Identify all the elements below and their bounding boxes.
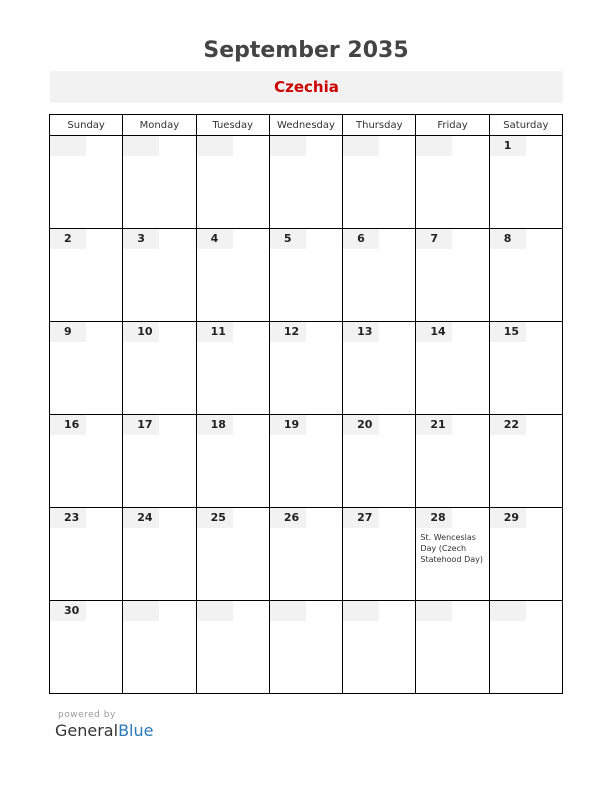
day-number: 16 [50, 415, 86, 435]
day-number: 5 [270, 229, 306, 249]
empty-day-tab [343, 601, 379, 621]
day-cell[interactable] [416, 508, 489, 601]
day-cell[interactable] [196, 322, 269, 415]
day-number: 30 [50, 601, 86, 621]
calendar-body [50, 136, 563, 694]
day-number: 4 [197, 229, 233, 249]
day-cell[interactable] [196, 601, 269, 694]
day-number: 28 [416, 508, 452, 528]
day-cell[interactable] [269, 229, 342, 322]
empty-day-tab [50, 136, 86, 156]
day-cell[interactable] [269, 415, 342, 508]
country-name: Czechia [274, 78, 339, 96]
weekday-thursday: Thursday [343, 115, 416, 136]
weekday-saturday: Saturday [489, 115, 562, 136]
day-cell[interactable] [123, 601, 196, 694]
week-row [50, 322, 563, 415]
day-cell[interactable] [196, 415, 269, 508]
day-number: 14 [416, 322, 452, 342]
day-number: 2 [50, 229, 86, 249]
week-row [50, 508, 563, 601]
day-number: 19 [270, 415, 306, 435]
day-cell[interactable] [269, 601, 342, 694]
empty-day-tab [197, 601, 233, 621]
empty-day-tab [343, 136, 379, 156]
day-cell[interactable] [416, 415, 489, 508]
day-number: 27 [343, 508, 379, 528]
empty-day-tab [490, 601, 526, 621]
weekday-header-row [50, 115, 563, 136]
day-cell[interactable] [416, 601, 489, 694]
weekday-wednesday: Wednesday [269, 115, 342, 136]
day-cell[interactable] [50, 136, 123, 229]
week-row [50, 415, 563, 508]
day-number: 24 [123, 508, 159, 528]
day-cell[interactable] [123, 415, 196, 508]
day-number: 8 [490, 229, 526, 249]
day-cell[interactable] [416, 229, 489, 322]
empty-day-tab [270, 601, 306, 621]
day-number: 3 [123, 229, 159, 249]
day-cell[interactable] [269, 136, 342, 229]
empty-day-tab [270, 136, 306, 156]
day-cell[interactable] [343, 415, 416, 508]
empty-day-tab [123, 601, 159, 621]
weekday-monday: Monday [123, 115, 196, 136]
weekday-sunday: Sunday [50, 115, 123, 136]
day-number: 20 [343, 415, 379, 435]
day-number: 18 [197, 415, 233, 435]
day-cell[interactable] [343, 508, 416, 601]
country-bar [50, 71, 563, 103]
empty-day-tab [416, 136, 452, 156]
day-number: 29 [490, 508, 526, 528]
day-cell[interactable] [50, 508, 123, 601]
empty-day-tab [197, 136, 233, 156]
day-cell[interactable] [489, 601, 562, 694]
day-cell[interactable] [123, 322, 196, 415]
day-number: 15 [490, 322, 526, 342]
brand-general-text: General [55, 721, 119, 740]
day-cell[interactable] [489, 136, 562, 229]
week-row [50, 136, 563, 229]
day-number: 9 [50, 322, 86, 342]
day-cell[interactable] [269, 508, 342, 601]
day-cell[interactable] [489, 508, 562, 601]
empty-day-tab [123, 136, 159, 156]
day-cell[interactable] [489, 229, 562, 322]
day-cell[interactable] [489, 415, 562, 508]
powered-by-label: powered by [58, 710, 116, 720]
empty-day-tab [416, 601, 452, 621]
day-cell[interactable] [416, 322, 489, 415]
day-number: 25 [197, 508, 233, 528]
day-cell[interactable] [196, 136, 269, 229]
day-number: 23 [50, 508, 86, 528]
day-number: 1 [490, 136, 526, 156]
day-cell[interactable] [196, 508, 269, 601]
day-number: 26 [270, 508, 306, 528]
day-cell[interactable] [269, 322, 342, 415]
day-cell[interactable] [416, 136, 489, 229]
generalblue-logo[interactable] [55, 721, 153, 740]
week-row [50, 229, 563, 322]
day-cell[interactable] [50, 601, 123, 694]
day-cell[interactable] [343, 229, 416, 322]
day-number: 22 [490, 415, 526, 435]
brand-blue-text: Blue [118, 721, 154, 740]
day-cell[interactable] [50, 322, 123, 415]
day-cell[interactable] [196, 229, 269, 322]
day-number: 10 [123, 322, 159, 342]
day-cell[interactable] [50, 229, 123, 322]
calendar-title: September 2035 [203, 38, 409, 63]
day-cell[interactable] [343, 136, 416, 229]
holiday-label: St. Wenceslas Day (Czech Statehood Day) [420, 533, 483, 564]
day-cell[interactable] [50, 415, 123, 508]
day-number: 7 [416, 229, 452, 249]
week-row [50, 601, 563, 694]
day-number: 21 [416, 415, 452, 435]
calendar-grid [49, 114, 563, 694]
weekday-tuesday: Tuesday [196, 115, 269, 136]
day-cell[interactable] [489, 322, 562, 415]
day-number: 11 [197, 322, 233, 342]
day-cell[interactable] [343, 322, 416, 415]
day-cell[interactable] [123, 508, 196, 601]
weekday-friday: Friday [416, 115, 489, 136]
day-cell[interactable] [123, 229, 196, 322]
day-number: 6 [343, 229, 379, 249]
day-number: 13 [343, 322, 379, 342]
day-cell[interactable] [343, 601, 416, 694]
day-number: 17 [123, 415, 159, 435]
day-number: 12 [270, 322, 306, 342]
day-cell[interactable] [123, 136, 196, 229]
